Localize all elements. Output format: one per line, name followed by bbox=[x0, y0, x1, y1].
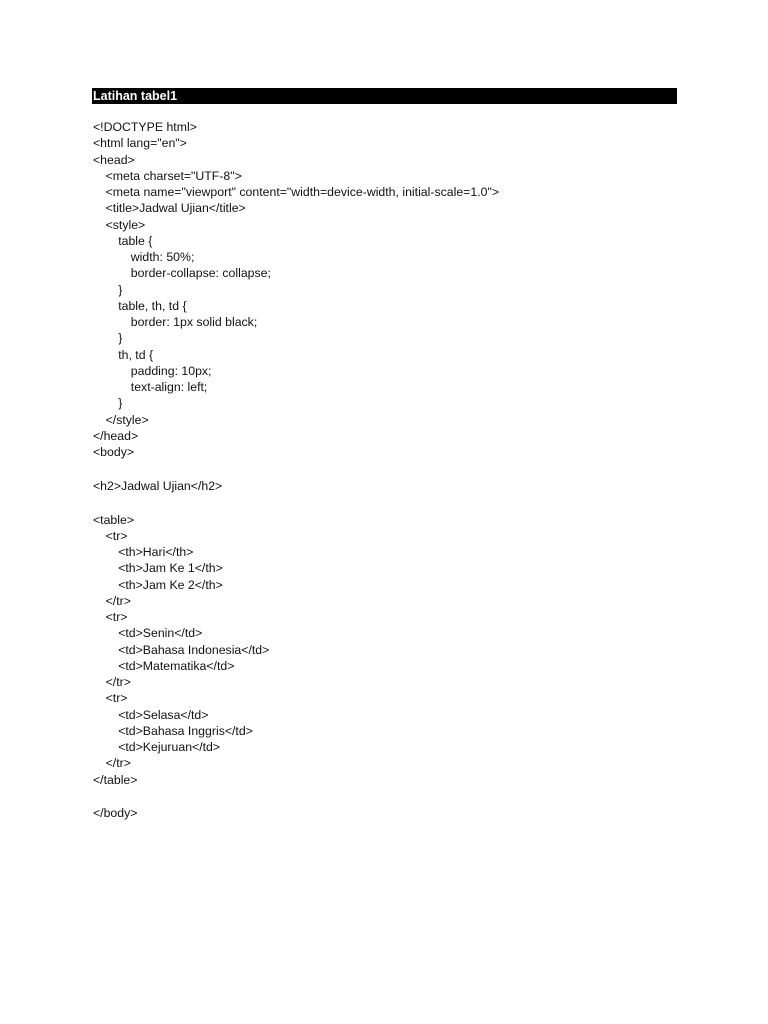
code-line: } bbox=[118, 396, 123, 411]
code-line: <meta name="viewport" content="width=device-width, initial-scale=1.0"> bbox=[105, 185, 500, 199]
code-line: text-align: left; bbox=[130, 380, 208, 394]
code-line: </body> bbox=[93, 806, 138, 821]
code-line: } bbox=[118, 282, 123, 297]
code-line: padding: 10px; bbox=[130, 363, 212, 378]
code-line: <tr> bbox=[105, 610, 128, 624]
code-line: </head> bbox=[93, 428, 139, 443]
code-line: <tr> bbox=[105, 691, 128, 706]
code-line: border: 1px solid black; bbox=[130, 315, 258, 329]
document-title-bar bbox=[92, 88, 677, 104]
code-line: <html lang="en"> bbox=[93, 136, 187, 151]
blank-line bbox=[93, 460, 499, 478]
code-line: <head> bbox=[93, 152, 135, 167]
document-title: Latihan tabel1 bbox=[93, 89, 178, 103]
code-line: <th>Jam Ke 1</th> bbox=[118, 561, 223, 576]
code-line: <th>Hari</th> bbox=[118, 545, 194, 559]
code-line: border-collapse: collapse; bbox=[130, 266, 271, 281]
code-line: <td>Bahasa Indonesia</td> bbox=[118, 642, 270, 657]
code-line: <tr> bbox=[105, 528, 128, 543]
code-line: <table> bbox=[93, 512, 135, 527]
code-line: </tr> bbox=[105, 756, 131, 771]
code-line: <td>Bahasa Inggris</td> bbox=[118, 723, 253, 738]
code-line: <td>Selasa</td> bbox=[118, 707, 209, 722]
code-line: </table> bbox=[93, 772, 138, 787]
code-line: <title>Jadwal Ujian</title> bbox=[105, 201, 246, 216]
code-line: </tr> bbox=[105, 675, 131, 689]
code-line: width: 50%; bbox=[130, 250, 195, 264]
code-line: table, th, td { bbox=[118, 298, 187, 313]
code-line: <meta charset="UTF-8"> bbox=[105, 168, 242, 183]
code-line: th, td { bbox=[118, 347, 154, 362]
code-line: <h2>Jadwal Ujian</h2> bbox=[93, 478, 223, 493]
code-line: } bbox=[118, 331, 123, 346]
blank-line bbox=[93, 494, 499, 512]
code-line: <style> bbox=[105, 217, 146, 232]
code-line: table { bbox=[118, 233, 153, 248]
code-line: <body> bbox=[93, 445, 135, 459]
code-line: </tr> bbox=[105, 593, 131, 608]
code-line: <td>Kejuruan</td> bbox=[118, 740, 221, 754]
code-listing bbox=[93, 119, 499, 822]
code-line: <td>Matematika</td> bbox=[118, 658, 235, 673]
code-line: </style> bbox=[105, 412, 149, 427]
code-line: <th>Jam Ke 2</th> bbox=[118, 577, 223, 592]
blank-line bbox=[93, 788, 499, 806]
code-line: <td>Senin</td> bbox=[118, 626, 203, 641]
code-line: <!DOCTYPE html> bbox=[93, 120, 197, 134]
